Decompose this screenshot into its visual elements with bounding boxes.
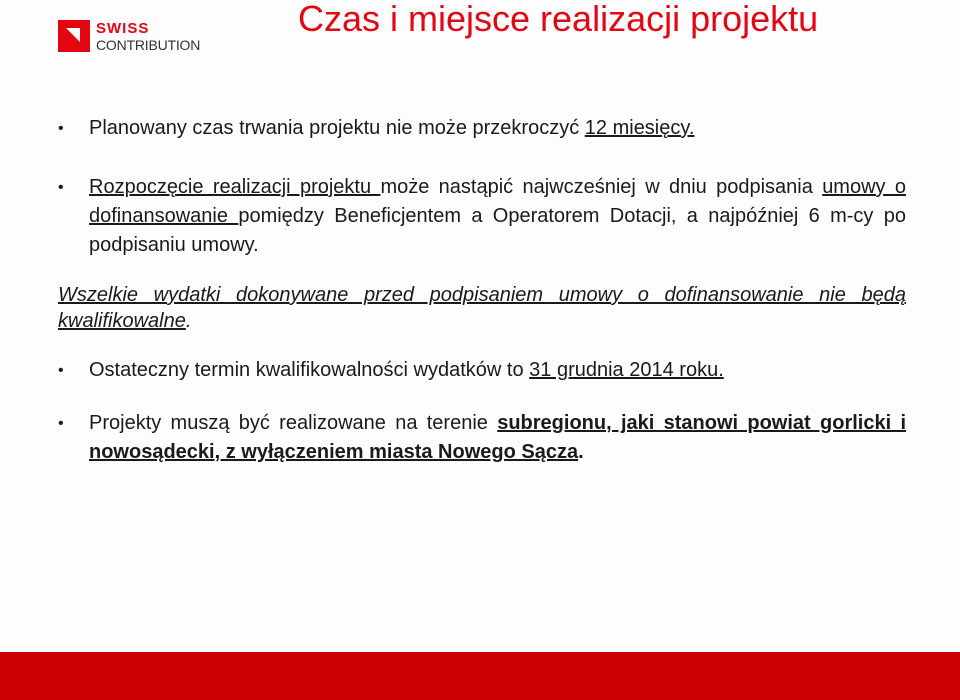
note-text-end: . — [185, 310, 192, 332]
item-text-underlined: 12 miesięcy. — [584, 117, 695, 139]
bullet-icon: • — [58, 120, 64, 137]
slide-content — [58, 114, 906, 467]
item-text: Projekty muszą być realizowane na terenie — [89, 412, 498, 434]
bullet-item-location — [58, 409, 906, 467]
item-text-underlined: Rozpoczęcie realizacji projektu — [89, 176, 381, 198]
bullet-item-duration — [58, 114, 906, 143]
logo-text-contribution: CONTRIBUTION — [96, 37, 201, 53]
item-text: pomiędzy Beneficjentem a Operatorem Dotacji, a najpóźniej 6 m-cy po podpisaniu umowy. — [89, 205, 906, 256]
swiss-contribution-logo — [58, 20, 218, 56]
page-title: Czas i miejsce realizacji projektu — [298, 0, 819, 39]
swiss-cross-icon — [58, 20, 90, 52]
item-text: Planowany czas trwania projektu nie może przekroczyć — [89, 117, 585, 139]
bullet-item-deadline — [58, 356, 906, 385]
item-text-underlined: 31 grudnia 2014 roku. — [529, 359, 724, 381]
bullet-icon: • — [58, 362, 64, 379]
note-text: Wszelkie wydatki dokonywane przed podpisaniem umowy o dofinansowanie nie będą kwalifikowalne — [58, 284, 906, 332]
logo-text-swiss: SWISS — [96, 20, 150, 37]
bullet-item-start — [58, 173, 906, 260]
item-text-underlined: umowy o dofinansowanie — [89, 176, 906, 227]
bullet-icon: • — [58, 415, 64, 432]
item-text: może nastąpić najwcześniej w dniu podpisania — [380, 176, 823, 198]
item-text: Ostateczny termin kwalifikowalności wydatków to — [89, 359, 530, 381]
item-text-bold: . — [578, 441, 584, 463]
footer-bar — [0, 652, 960, 700]
item-text-bold-underlined: subregionu, jaki stanowi powiat gorlicki i nowosądecki, z wyłączeniem miasta Nowego Sącza — [89, 412, 906, 463]
bullet-icon: • — [58, 179, 64, 196]
italic-note — [58, 282, 906, 334]
